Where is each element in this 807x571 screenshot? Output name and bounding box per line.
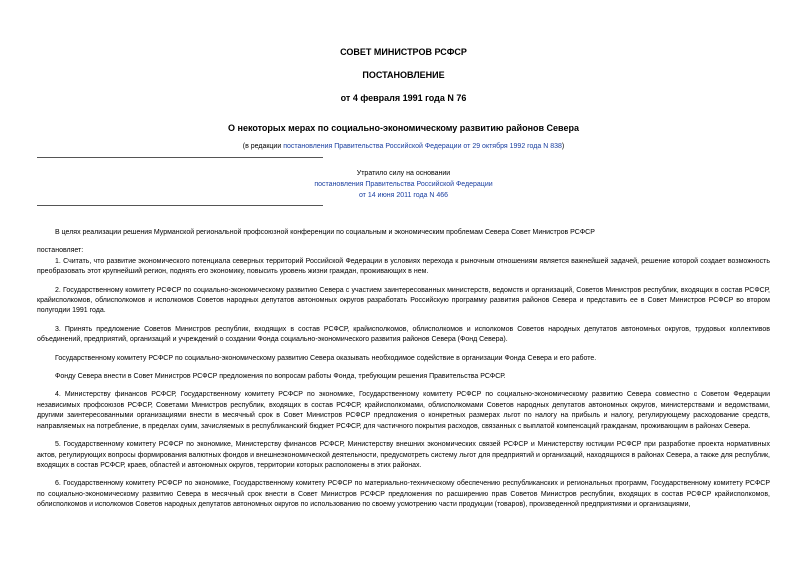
clause-1: 1. Считать, что развитие экономического потенциала северных территорий Российской Федерации в условиях перехода к рыночным отношениям является важнейшей задачей, решение которой создает возможность преобразовать этот крупнейший регион, поднять его экономику, повысить уровень жизни граждан, проживающих в нем. <box>37 257 770 276</box>
clause-3-note-b: Фонду Севера внести в Совет Министров РСФСР предложения по вопросам работы Фонда, требующим решения Правительства РСФСР. <box>55 373 506 381</box>
preamble-paragraph: В целях реализации решения Мурманской региональной профсоюзной конференции по социальным и экономическим проблемам Севера Совет Министров РСФСР <box>55 229 595 236</box>
edition-prefix: (в редакции <box>242 143 284 150</box>
doc-type-heading: ПОСТАНОВЛЕНИЕ <box>362 70 445 80</box>
void-note-link-1[interactable]: постановления Правительства Российской Федерации <box>314 181 493 188</box>
document-body <box>37 228 770 519</box>
void-note <box>270 168 537 201</box>
clause-3: 3. Принять предложение Советов Министров республик, входящих в состав РСФСР, крайисполкомов, облисполкомов и исполкомов Советов народных депутатов автономных округов, трудовых коллективов объединений, предприятий, организаций и учреждений о создании Фонда социально-экономического развития районов Севера (Фонд Севера). <box>37 325 770 344</box>
clause-6: 6. Государственному комитету РСФСР по экономике, Государственному комитету РСФСР по материально-техническому обеспечению республиканских и региональных программ, Государственному комитету РСФСР по социально-экономическому развитию Севера в месячный срок внести в Совет Министров РСФСР предложения по расширению прав Советов Министров республик, входящих в состав РСФСР крайисполкомов, облисполкомов и исполкомов Советов народных депутатов автономных округов по использованию по своему усмотрению части продукции (товаров), произведенной предприятиями и организациями, <box>37 480 770 509</box>
divider-top <box>37 157 323 158</box>
date-number-heading: от 4 февраля 1991 года N 76 <box>340 93 467 103</box>
divider-bottom <box>37 205 323 206</box>
clause-3-note-a: Государственному комитету РСФСР по социально-экономическому развитию Севера оказывать необходимое содействие в организации Фонда Севера и его работе. <box>55 354 597 362</box>
issuer-heading: СОВЕТ МИНИСТРОВ РСФСР <box>340 47 467 57</box>
edition-link[interactable]: постановления Правительства Российской Федерации от 29 октября 1992 года N 838 <box>283 143 562 150</box>
resolves-paragraph: постановляет: <box>37 247 84 255</box>
clause-5: 5. Государственному комитету РСФСР по экономике, Министерству финансов РСФСР, Министерству внешних экономических связей РСФСР и Министерству юстиции РСФСР при разработке проекта нормативных актов, регулирующих вопросы формирования валютных фондов и внешнеэкономической деятельности, предусмотреть систему льгот для предприятий и организаций, находящихся в районах Севера, а также для республик, входящих в состав РСФСР, краев, областей и автономных округов, территории которых расположены в этих районах. <box>37 441 770 469</box>
document-title: О некоторых мерах по социально-экономическому развитию районов Севера <box>228 123 579 133</box>
void-note-link-2[interactable]: от 14 июня 2011 года N 466 <box>358 192 449 199</box>
edition-suffix: ) <box>561 143 565 150</box>
clause-4: 4. Министерству финансов РСФСР, Государственному комитету РСФСР по экономике, Государственному комитету РСФСР по социально-экономическому развитию Севера совместно с Советом Федерации независимых профсоюзов РСФСР, Советами Министров республик, входящих в состав РСФСР, крайисполкомами, облисполкомами Советов народных депутатов автономных округов, министерствами и ведомствами, другими заинтересованными организациями внести в месячный срок в Совет Министров РСФСР предложения о конкретных размерах льгот по налогу на прибыль и налогу, регулирующему расходование средств, направляемых на потребление, в пределах сумм, зачисляемых в республиканский бюджет РСФСР, для частичного покрытия расходов, связанных с выплатой компенсаций гражданам, проживающим в районах Севера. <box>37 391 770 430</box>
clause-2: 2. Государственному комитету РСФСР по социально-экономическому развитию Севера с участием заинтересованных министерств, ведомств и организаций, Советов Министров республик, входящих в состав РСФСР, крайисполкомов, облисполкомов и исполкомов Советов народных депутатов автономных округов разработать Российскую программу развития районов Севера и представить ее в Совет Министров РСФСР во втором полугодии 1991 года. <box>37 286 770 315</box>
void-note-text: Утратило силу на основании <box>356 170 451 177</box>
edition-note <box>0 143 807 150</box>
